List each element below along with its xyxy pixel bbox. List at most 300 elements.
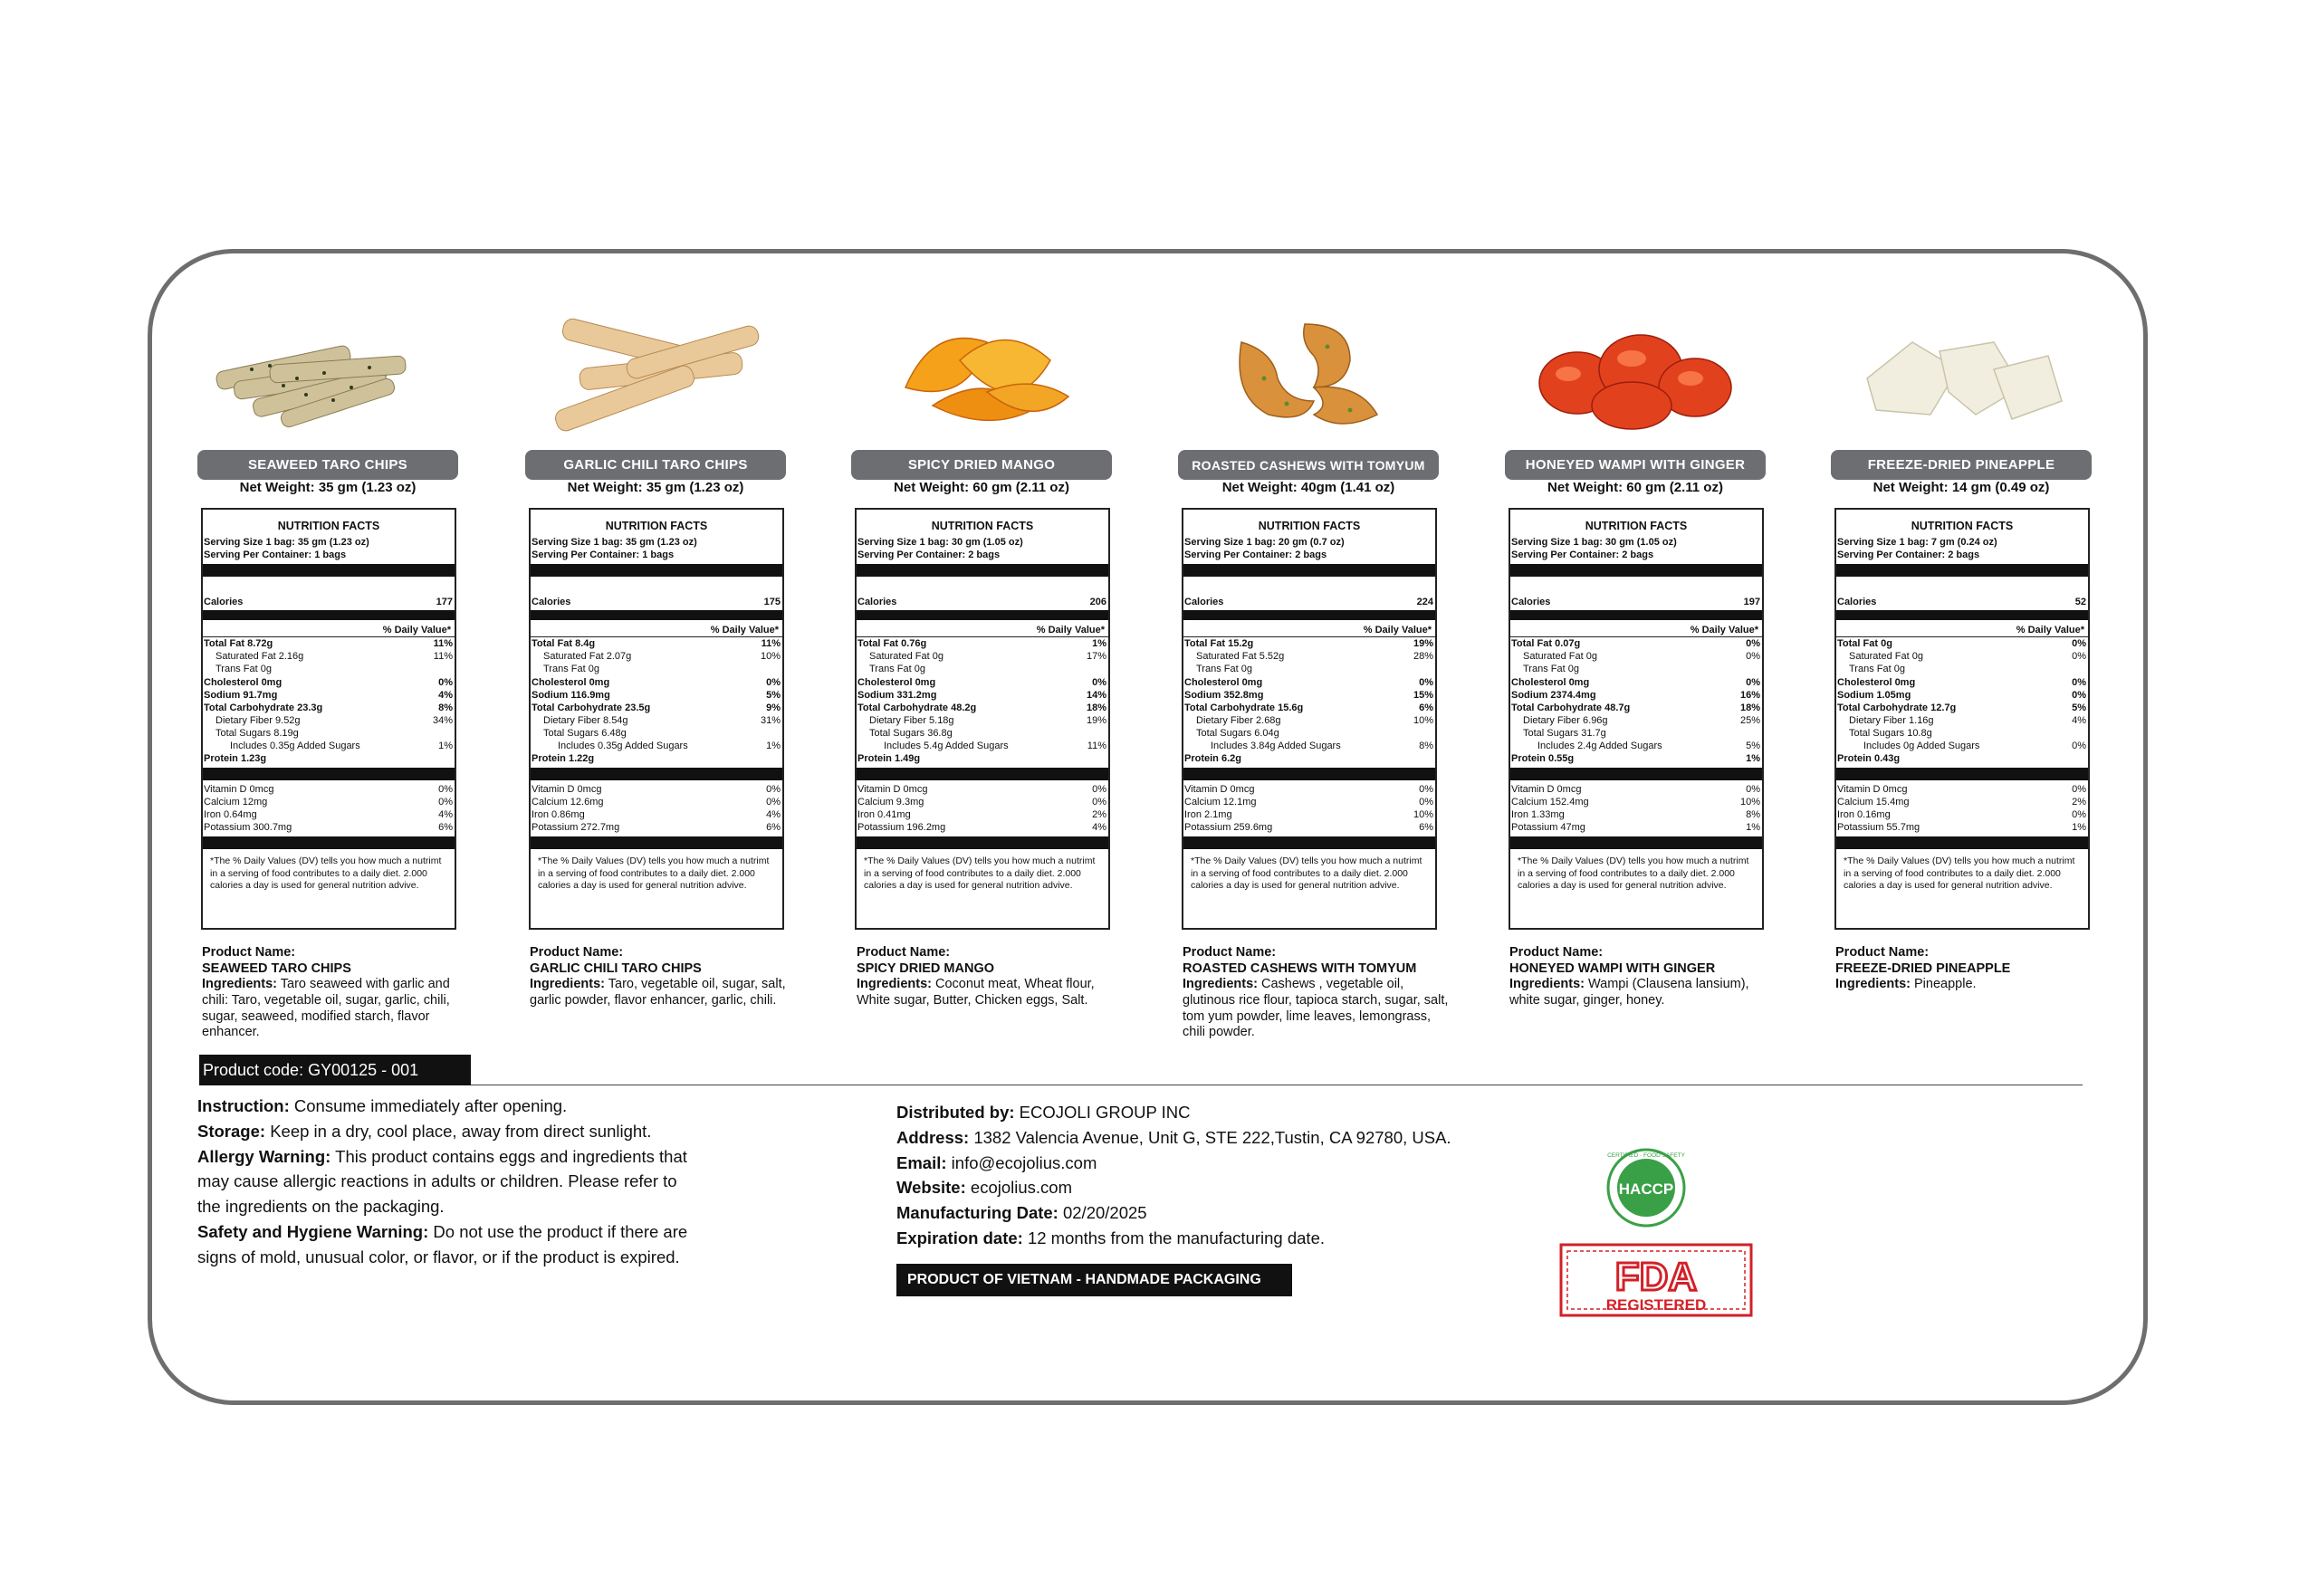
- nf-row-serving-container: [1510, 549, 1762, 561]
- nf-label: Protein 1.23g: [204, 753, 267, 765]
- nf-label: Includes 2.4g Added Sugars: [1537, 740, 1662, 751]
- nf-label: Iron 1.33mg: [1511, 809, 1565, 821]
- product-name-value: GARLIC CHILI TARO CHIPS: [530, 960, 702, 976]
- nf-value: 0%: [2072, 638, 2086, 650]
- nf-divider-bar: [857, 564, 1108, 577]
- nf-label: Vitamin D 0mcg: [1184, 784, 1255, 796]
- nf-label: Trans Fat 0g: [1849, 664, 1905, 675]
- nf-label: Vitamin D 0mcg: [1511, 784, 1582, 796]
- fda-registered-text: REGISTERED: [1605, 1296, 1707, 1314]
- freeze-dried-pineapple-image: [1831, 306, 2093, 442]
- nf-value: 18%: [1739, 702, 1760, 713]
- seaweed-taro-chips-image: [197, 306, 460, 442]
- nf-label: Trans Fat 0g: [216, 664, 272, 675]
- nf-row-cholesterol: [1510, 676, 1762, 689]
- nf-row-vitd: [203, 783, 455, 796]
- nf-row-added-sugars: [1836, 740, 2088, 752]
- nf-label: Total Sugars 8.19g: [216, 727, 299, 739]
- nf-label: Potassium 300.7mg: [204, 822, 292, 834]
- nf-value: 4%: [2072, 714, 2086, 726]
- nf-value: 1%: [766, 740, 781, 751]
- nf-row-dv-header: % Daily Value*: [1363, 625, 1432, 636]
- nf-row-protein: [203, 752, 455, 765]
- nf-row-sodium: [1836, 689, 2088, 702]
- nf-row-cholesterol: [531, 676, 782, 689]
- nf-row-cholesterol: [203, 676, 455, 689]
- nf-value: 4%: [1092, 822, 1106, 834]
- nf-row-protein: [1510, 752, 1762, 765]
- nf-row-carb: [1183, 702, 1435, 714]
- address-text: 1382 Valencia Avenue, Unit G, STE 222,Tustin, CA 92780, USA.: [973, 1127, 1451, 1147]
- exp-label: Expiration date:: [896, 1228, 1023, 1247]
- nf-label: Includes 0.35g Added Sugars: [230, 740, 360, 751]
- nf-row-footnote: *The % Daily Values (DV) tells you how much a nutrimt in a serving of food contributes to a daily diet. 2.000 calories a day is used for general nutrition advive.: [1844, 855, 2075, 891]
- nf-divider-bar: [531, 564, 782, 577]
- nf-value: 4%: [766, 809, 781, 821]
- nf-row-serving-container: [531, 549, 782, 561]
- nf-label: Total Sugars 6.04g: [1196, 727, 1279, 739]
- safety-label: Safety and Hygiene Warning:: [197, 1221, 429, 1241]
- nf-label: Iron 0.16mg: [1837, 809, 1891, 821]
- nf-label: Protein 0.43g: [1837, 753, 1901, 765]
- nf-label: Potassium 55.7mg: [1837, 822, 1920, 834]
- nutrition-facts-panel: [201, 508, 456, 930]
- nf-divider-bar: [1836, 768, 2088, 780]
- nf-row-serving-container: [1183, 549, 1435, 561]
- nf-label: Sodium 352.8mg: [1184, 689, 1264, 701]
- nf-value: 2%: [1092, 809, 1106, 821]
- nf-divider-bar: [857, 610, 1108, 620]
- nf-label: Total Carbohydrate 48.2g: [857, 702, 977, 713]
- nf-label: Saturated Fat 0g: [1523, 651, 1597, 663]
- nf-label: Potassium 196.2mg: [857, 822, 946, 834]
- nf-value: 6%: [1419, 702, 1433, 713]
- ingredients-label: Ingredients:: [1183, 977, 1258, 992]
- ingredients-text: Pineapple.: [1914, 977, 1977, 992]
- website-text: ecojolius.com: [970, 1178, 1072, 1198]
- product-info: [857, 945, 1115, 1009]
- nf-divider-bar: [857, 768, 1108, 780]
- nf-divider-bar: [203, 768, 455, 780]
- nf-label: Sodium 1.05mg: [1837, 689, 1911, 701]
- nf-row-footnote: *The % Daily Values (DV) tells you how much a nutrimt in a serving of food contributes to a daily diet. 2.000 calories a day is used for general nutrition advive.: [210, 855, 442, 891]
- nf-row-fiber: [203, 714, 455, 727]
- nf-spacer: [1836, 579, 2088, 596]
- nf-divider-bar: [531, 836, 782, 849]
- nf-value: 6%: [766, 822, 781, 834]
- nf-label: Vitamin D 0mcg: [532, 784, 602, 796]
- nf-row-calories-label: [1836, 596, 2088, 608]
- nf-value: 2%: [2072, 797, 2086, 808]
- nf-value: 0%: [2072, 651, 2086, 663]
- exp-text: 12 months from the manufacturing date.: [1027, 1228, 1325, 1247]
- nf-label: Cholesterol 0mg: [1837, 676, 1916, 688]
- nf-label: Calcium 12.1mg: [1184, 797, 1257, 808]
- allergy-text-1: This product contains eggs and ingredients that: [335, 1146, 687, 1166]
- product-name-value: ROASTED CASHEWS WITH TOMYUM: [1183, 960, 1417, 976]
- nf-value: 6%: [438, 822, 453, 834]
- nf-row-calcium: [1510, 796, 1762, 808]
- ingredients-label: Ingredients:: [1509, 977, 1585, 992]
- nf-divider-bar: [1183, 564, 1435, 577]
- nf-row-trans-fat: [531, 663, 782, 675]
- nf-row-potassium: [1183, 821, 1435, 834]
- nf-row-calcium: [203, 796, 455, 808]
- nf-value: 0%: [1746, 638, 1760, 650]
- nf-row-cholesterol: [857, 676, 1108, 689]
- nf-row-added-sugars: [1183, 740, 1435, 752]
- nf-spacer: [203, 579, 455, 596]
- ingredients-text: Coconut meat, Wheat flour, White sugar, Butter, Chicken eggs, Salt.: [857, 977, 1095, 1008]
- nf-label: Iron 0.64mg: [204, 809, 257, 821]
- product-name-bar: GARLIC CHILI TARO CHIPS: [525, 450, 786, 480]
- nf-row-calcium: [857, 796, 1108, 808]
- nf-label: Iron 0.41mg: [857, 809, 911, 821]
- product-info: [1835, 945, 2098, 993]
- nf-value: 11%: [433, 651, 453, 663]
- nf-row-sodium: [203, 689, 455, 702]
- nf-label: Saturated Fat 5.52g: [1196, 651, 1285, 663]
- nf-divider-bar: [1183, 610, 1435, 620]
- nf-value: 0%: [438, 676, 453, 688]
- nf-divider-bar: [1510, 610, 1762, 620]
- nf-value: 5%: [2072, 702, 2086, 713]
- nf-row-sugars: [857, 727, 1108, 740]
- nf-row-sat-fat: [857, 650, 1108, 663]
- product-info: [1183, 945, 1450, 1041]
- nf-row-total-fat: [1510, 636, 1762, 650]
- nf-label: Dietary Fiber 8.54g: [543, 714, 628, 726]
- nf-row-calories-label: [1183, 596, 1435, 608]
- nf-row-serving-size: [203, 536, 455, 549]
- net-weight: Net Weight: 60 gm (2.11 oz): [894, 480, 1069, 495]
- nf-value: 0%: [1092, 676, 1106, 688]
- nf-label: Protein 0.55g: [1511, 753, 1575, 765]
- nf-label: Total Fat 8.72g: [204, 638, 273, 650]
- nf-row-carb: [531, 702, 782, 714]
- nf-row-sugars: [1183, 727, 1435, 740]
- nf-value: 0%: [438, 784, 453, 796]
- address-label: Address:: [896, 1127, 970, 1147]
- nf-label: Serving Size 1 bag: 20 gm (0.7 oz): [1184, 537, 1345, 548]
- nf-label: Calcium 152.4mg: [1511, 797, 1589, 808]
- product-image-cashews: [1178, 306, 1441, 442]
- mfg-text: 02/20/2025: [1062, 1203, 1147, 1222]
- nf-label: Saturated Fat 2.16g: [216, 651, 304, 663]
- nf-row-dv-header: % Daily Value*: [382, 625, 451, 636]
- nf-divider-bar: [1836, 564, 2088, 577]
- nf-value: 0%: [1419, 784, 1433, 796]
- garlic-chili-taro-chips-image: [525, 306, 788, 442]
- nf-row-calories-label: [857, 596, 1108, 608]
- nf-label: Includes 0.35g Added Sugars: [558, 740, 688, 751]
- nf-value: 1%: [438, 740, 453, 751]
- nf-value: 11%: [433, 638, 453, 650]
- nf-label: Total Sugars 36.8g: [869, 727, 953, 739]
- nf-label: Trans Fat 0g: [869, 664, 925, 675]
- nf-row-sodium: [1510, 689, 1762, 702]
- nf-row-carb: [1836, 702, 2088, 714]
- allergy-label: Allergy Warning:: [197, 1146, 331, 1166]
- nf-label: Total Carbohydrate 15.6g: [1184, 702, 1304, 713]
- fda-text: FDA: [1614, 1255, 1698, 1299]
- nf-row-title: NUTRITION FACTS: [931, 520, 1034, 532]
- nf-row-serving-container: [857, 549, 1108, 561]
- nf-label: Total Fat 0.07g: [1511, 638, 1581, 650]
- nf-value: 8%: [1419, 740, 1433, 751]
- product-image-seaweed: [197, 306, 460, 442]
- product-name-label: Product Name:: [857, 945, 951, 960]
- nf-label: Cholesterol 0mg: [1184, 676, 1263, 688]
- nf-row-trans-fat: [857, 663, 1108, 675]
- nf-row-potassium: [531, 821, 782, 834]
- nf-row-fiber: [1183, 714, 1435, 727]
- ingredients-text: Taro, vegetable oil, sugar, salt, garlic powder, flavor enhancer, garlic, chili.: [530, 977, 786, 1008]
- nf-row-fiber: [531, 714, 782, 727]
- nf-row-protein: [1836, 752, 2088, 765]
- product-info: [202, 945, 460, 1041]
- nf-row-sugars: [203, 727, 455, 740]
- nf-row-footnote: *The % Daily Values (DV) tells you how much a nutrimt in a serving of food contributes to a daily diet. 2.000 calories a day is used for general nutrition advive.: [538, 855, 770, 891]
- nf-row-potassium: [1510, 821, 1762, 834]
- net-weight: Net Weight: 14 gm (0.49 oz): [1873, 480, 2050, 495]
- nf-label: Calories: [1837, 597, 1877, 608]
- nf-label: Trans Fat 0g: [1523, 664, 1579, 675]
- nf-label: Serving Size 1 bag: 7 gm (0.24 oz): [1837, 537, 1997, 548]
- nf-row-footnote: *The % Daily Values (DV) tells you how much a nutrimt in a serving of food contributes to a daily diet. 2.000 calories a day is used for general nutrition advive.: [1518, 855, 1749, 891]
- ingredients-label: Ingredients:: [1835, 977, 1911, 992]
- nf-label: Total Sugars 10.8g: [1849, 727, 1932, 739]
- nf-label: Calcium 12.6mg: [532, 797, 604, 808]
- nf-value: 25%: [1739, 714, 1760, 726]
- nf-label: Dietary Fiber 5.18g: [869, 714, 954, 726]
- nutrition-facts-panel: [529, 508, 784, 930]
- nf-label: Total Carbohydrate 23.5g: [532, 702, 651, 713]
- nf-row-fiber: [1836, 714, 2088, 727]
- nf-label: Trans Fat 0g: [1196, 664, 1252, 675]
- nf-row-title: NUTRITION FACTS: [277, 520, 380, 532]
- nf-row-calories-label: [1510, 596, 1762, 608]
- nf-spacer: [531, 579, 782, 596]
- product-name-value: SPICY DRIED MANGO: [857, 960, 995, 976]
- nf-label: Protein 6.2g: [1184, 753, 1241, 765]
- nf-row-sat-fat: [1510, 650, 1762, 663]
- nf-row-sat-fat: [203, 650, 455, 663]
- nf-divider-bar: [203, 610, 455, 620]
- nutrition-facts-panel: [1509, 508, 1764, 930]
- email-text: info@ecojolius.com: [951, 1152, 1097, 1172]
- nf-divider-bar: [1183, 836, 1435, 849]
- nf-row-sugars: [1510, 727, 1762, 740]
- nf-label: Total Sugars 31.7g: [1523, 727, 1606, 739]
- nf-label: Potassium 47mg: [1511, 822, 1585, 834]
- allergy-text-3: the ingredients on the packaging.: [197, 1197, 445, 1216]
- nf-label: Vitamin D 0mcg: [857, 784, 928, 796]
- net-weight: Net Weight: 35 gm (1.23 oz): [239, 480, 417, 495]
- nf-value: 4%: [438, 689, 453, 701]
- product-image-pineapple: [1831, 306, 2093, 442]
- nf-label: Total Fat 15.2g: [1184, 638, 1254, 650]
- nf-value: 1%: [1746, 753, 1760, 765]
- nf-value: 1%: [1746, 822, 1760, 834]
- nf-label: Protein 1.22g: [532, 753, 595, 765]
- product-name-label: Product Name:: [1183, 945, 1277, 960]
- nutrition-facts-panel: [1834, 508, 2090, 930]
- nf-divider-bar: [1510, 564, 1762, 577]
- nf-value: 0%: [1746, 784, 1760, 796]
- nf-label: Includes 0g Added Sugars: [1863, 740, 1980, 751]
- nf-divider-bar: [1510, 836, 1762, 849]
- product-name-label: Product Name:: [1509, 945, 1604, 960]
- nf-label: Sodium 2374.4mg: [1511, 689, 1596, 701]
- nf-row-added-sugars: [857, 740, 1108, 752]
- haccp-logo-icon: [1606, 1148, 1686, 1228]
- nf-row-trans-fat: [203, 663, 455, 675]
- nf-value: 206: [1089, 597, 1106, 608]
- nf-label: Iron 0.86mg: [532, 809, 585, 821]
- nf-value: 0%: [2072, 740, 2086, 751]
- product-name-value: FREEZE-DRIED PINEAPPLE: [1835, 960, 2011, 976]
- nf-row-total-fat: [203, 636, 455, 650]
- ingredients-text: Taro seaweed with garlic and chili: Taro, vegetable oil, sugar, garlic, chili, sugar, seaweed, modified starch, flavor enhancer.: [202, 977, 450, 1040]
- storage-text: Keep in a dry, cool place, away from direct sunlight.: [270, 1121, 652, 1141]
- safety-text-1: Do not use the product if there are: [433, 1221, 688, 1241]
- nf-row-vitd: [1510, 783, 1762, 796]
- nf-value: 0%: [1746, 676, 1760, 688]
- product-name-value: HONEYED WAMPI WITH GINGER: [1509, 960, 1716, 976]
- nf-divider-bar: [203, 564, 455, 577]
- nf-value: 0%: [1092, 784, 1106, 796]
- net-weight: Net Weight: 40gm (1.41 oz): [1221, 480, 1395, 495]
- nf-label: Serving Per Container: 2 bags: [1511, 550, 1654, 561]
- nf-label: Includes 5.4g Added Sugars: [884, 740, 1009, 751]
- nf-row-sat-fat: [1836, 650, 2088, 663]
- nf-row-potassium: [1836, 821, 2088, 834]
- product-name-label: Product Name:: [530, 945, 624, 960]
- instruction-text: Consume immediately after opening.: [293, 1096, 568, 1115]
- nf-divider-bar: [531, 610, 782, 620]
- product-name-bar: SEAWEED TARO CHIPS: [197, 450, 458, 480]
- nf-value: 52: [2074, 597, 2086, 608]
- nf-row-iron: [1510, 808, 1762, 821]
- nf-row-title: NUTRITION FACTS: [1258, 520, 1361, 532]
- nf-label: Calcium 9.3mg: [857, 797, 924, 808]
- nf-spacer: [1183, 579, 1435, 596]
- nf-label: Total Fat 8.4g: [532, 638, 596, 650]
- nf-value: 177: [436, 597, 453, 608]
- nf-label: Calories: [204, 597, 244, 608]
- nf-label: Sodium 91.7mg: [204, 689, 278, 701]
- nf-row-serving-container: [203, 549, 455, 561]
- ingredients-label: Ingredients:: [202, 977, 277, 992]
- nf-divider-bar: [857, 836, 1108, 849]
- nf-label: Trans Fat 0g: [543, 664, 599, 675]
- nf-value: 17%: [1086, 651, 1106, 663]
- origin-banner: PRODUCT OF VIETNAM - HANDMADE PACKAGING: [896, 1264, 1292, 1296]
- nf-value: 1%: [2072, 822, 2086, 834]
- nf-value: 14%: [1086, 689, 1106, 701]
- product-name-bar: SPICY DRIED MANGO: [851, 450, 1112, 480]
- nf-label: Total Sugars 6.48g: [543, 727, 627, 739]
- nf-row-cholesterol: [1836, 676, 2088, 689]
- nf-label: Serving Per Container: 2 bags: [1837, 550, 1980, 561]
- product-name-bar: HONEYED WAMPI WITH GINGER: [1505, 450, 1766, 480]
- nf-row-total-fat: [857, 636, 1108, 650]
- nf-spacer: [1510, 579, 1762, 596]
- nf-row-serving-size: [1510, 536, 1762, 549]
- nf-label: Protein 1.49g: [857, 753, 921, 765]
- nf-value: 8%: [438, 702, 453, 713]
- website-label: Website:: [896, 1178, 966, 1198]
- nf-row-vitd: [857, 783, 1108, 796]
- product-name-label: Product Name:: [202, 945, 296, 960]
- nf-row-added-sugars: [531, 740, 782, 752]
- nf-label: Total Fat 0.76g: [857, 638, 927, 650]
- nf-row-dv-header: % Daily Value*: [710, 625, 779, 636]
- nf-value: 10%: [1413, 809, 1433, 821]
- nf-label: Calories: [532, 597, 571, 608]
- product-code: Product code: GY00125 - 001: [199, 1055, 471, 1085]
- haccp-text: HACCP: [1618, 1180, 1674, 1198]
- nf-label: Calcium 12mg: [204, 797, 268, 808]
- nf-row-footnote: *The % Daily Values (DV) tells you how much a nutrimt in a serving of food contributes to a daily diet. 2.000 calories a day is used for general nutrition advive.: [1191, 855, 1422, 891]
- nf-value: 224: [1416, 597, 1433, 608]
- nf-row-serving-container: [1836, 549, 2088, 561]
- nf-row-calcium: [531, 796, 782, 808]
- nf-value: 10%: [1739, 797, 1760, 808]
- nf-value: 15%: [1413, 689, 1433, 701]
- product-name-bar: FREEZE-DRIED PINEAPPLE: [1831, 450, 2092, 480]
- nf-label: Serving Size 1 bag: 35 gm (1.23 oz): [532, 537, 697, 548]
- nf-label: Saturated Fat 0g: [1849, 651, 1923, 663]
- nf-row-trans-fat: [1836, 663, 2088, 675]
- ingredients-text: Cashews , vegetable oil, glutinous rice flour, tapioca starch, sugar, salt, tom yum powder, lime leaves, lemongrass, chili powder.: [1183, 977, 1449, 1040]
- nf-value: 0%: [766, 784, 781, 796]
- nf-label: Total Carbohydrate 23.3g: [204, 702, 323, 713]
- nf-value: 6%: [1419, 822, 1433, 834]
- nf-label: Potassium 272.7mg: [532, 822, 620, 834]
- nf-row-added-sugars: [1510, 740, 1762, 752]
- nf-label: Serving Per Container: 2 bags: [1184, 550, 1327, 561]
- nf-row-sodium: [531, 689, 782, 702]
- mfg-label: Manufacturing Date:: [896, 1203, 1058, 1222]
- nf-row-potassium: [203, 821, 455, 834]
- nf-label: Sodium 331.2mg: [857, 689, 937, 701]
- nf-row-sugars: [1836, 727, 2088, 740]
- nf-value: 10%: [760, 651, 781, 663]
- nf-row-protein: [1183, 752, 1435, 765]
- nf-label: Cholesterol 0mg: [1511, 676, 1590, 688]
- product-image-mango: [851, 306, 1114, 442]
- safety-text-2: signs of mold, unusual color, or flavor, or if the product is expired.: [197, 1247, 680, 1266]
- nf-row-dv-header: % Daily Value*: [1690, 625, 1758, 636]
- nf-row-serving-size: [531, 536, 782, 549]
- nf-value: 175: [763, 597, 781, 608]
- nf-value: 11%: [761, 638, 781, 650]
- nf-label: Serving Per Container: 1 bags: [532, 550, 675, 561]
- nf-value: 0%: [1092, 797, 1106, 808]
- product-info: [1509, 945, 1754, 1009]
- spicy-dried-mango-image: [851, 306, 1114, 442]
- nf-row-carb: [1510, 702, 1762, 714]
- nf-row-dv-header: % Daily Value*: [2016, 625, 2084, 636]
- nf-label: Serving Per Container: 2 bags: [857, 550, 1001, 561]
- nf-value: 18%: [1086, 702, 1106, 713]
- nf-spacer: [857, 579, 1108, 596]
- nf-value: 0%: [2072, 784, 2086, 796]
- nf-label: Iron 2.1mg: [1184, 809, 1232, 821]
- honeyed-wampi-image: [1505, 306, 1767, 442]
